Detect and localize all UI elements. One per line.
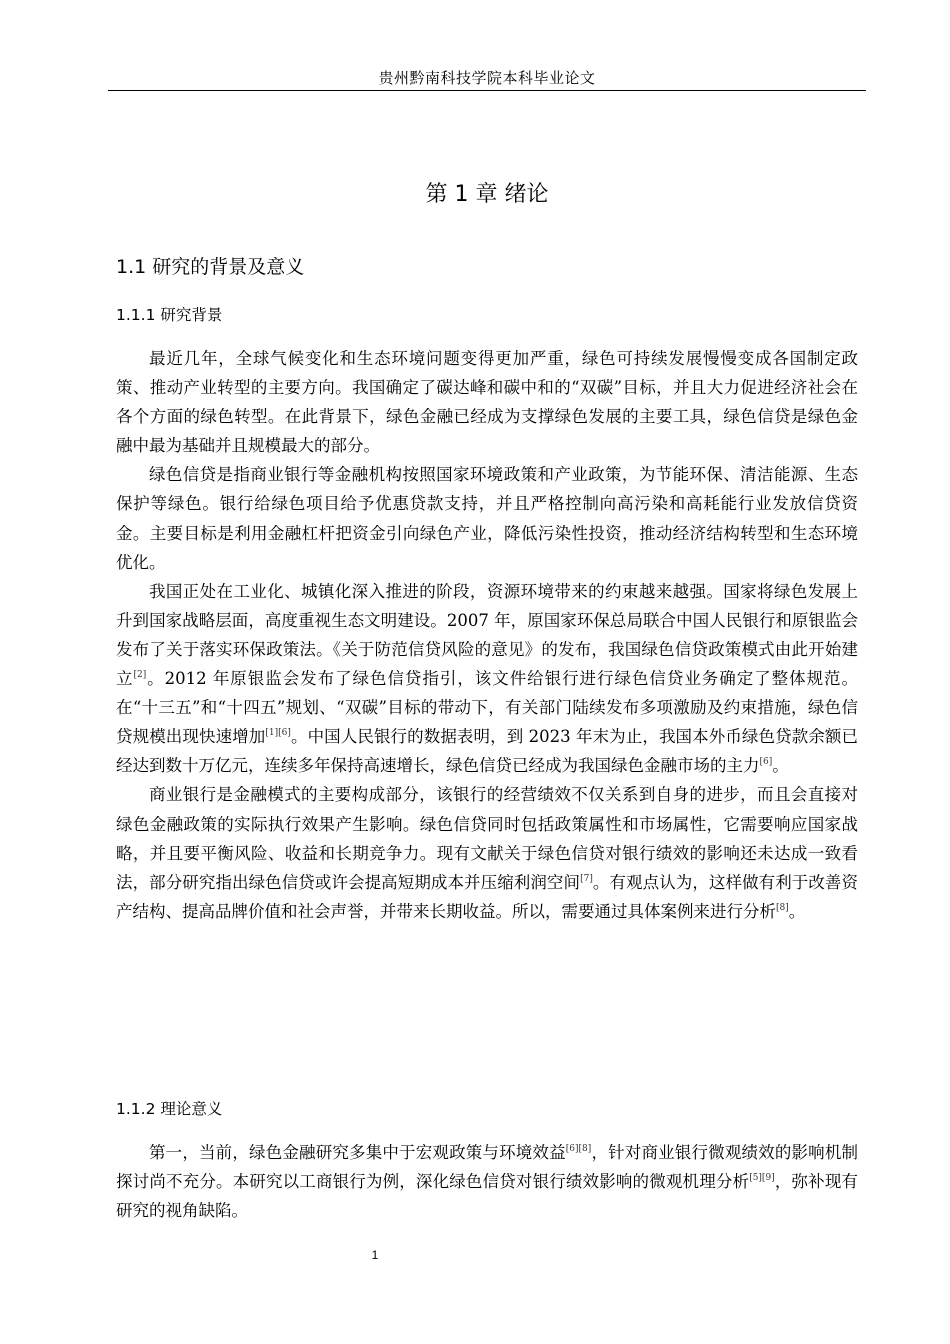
citation: [6] (759, 757, 773, 768)
citation: [2] (133, 670, 147, 681)
citation: [8] (776, 902, 789, 913)
paragraph-text: 第一，当前，绿色金融研究多集中于宏观政策与环境效益 (149, 1143, 566, 1162)
paragraph (116, 577, 858, 781)
paragraph-text: ，弥补现有研究的视角缺陷。 (116, 1172, 859, 1221)
paragraph (116, 780, 858, 925)
citation: [5][9] (749, 1173, 775, 1184)
section-heading-1-1: 1.1 研究的背景及意义 (116, 256, 305, 278)
paragraph-text: 我国正处在工业化、城镇化深入推进的阶段，资源环境带来的约束越来越强。国家将绿色发展上升到国家战略层面，高度重视生态文明建设。2007 年，原国家环保总局联合中国人民银行和原银监会发布了关于落实环保政策法。《关于防范信贷风险的意见》的发布，我国绿色信贷政策模式由此开始建立 (116, 581, 858, 689)
citation: [1][6] (265, 728, 291, 739)
body-text-theory (116, 1138, 858, 1225)
header-rule (108, 90, 866, 91)
citation: [7] (580, 873, 593, 884)
paragraph-text: 。中国人民银行的数据表明，到 2023 年末为止，我国本外币绿色贷款余额已经达到数十万亿元，连续多年保持高速增长，绿色信贷已经成为我国绿色金融市场的主力 (116, 727, 859, 776)
paragraph (116, 1138, 858, 1225)
paragraph-text: 。 (788, 901, 806, 921)
page-number: 1 (371, 1248, 379, 1262)
paragraph-text: 商业银行是金融模式的主要构成部分，该银行的经营绩效不仅关系到自身的进步，而且会直接对绿色金融政策的实际执行效果产生影响。绿色信贷同时包括政策属性和市场属性，它需要响应国家战略，并且要平衡风险、收益和长期竞争力。现有文献关于绿色信贷对银行绩效的影响还未达成一致看法，部分研究指出绿色信贷或许会提高短期成本并压缩利润空间 (116, 785, 858, 892)
paragraph: 绿色信贷是指商业银行等金融机构按照国家环境政策和产业政策，为节能环保、清洁能源、生态保护等绿色。银行给绿色项目给予优惠贷款支持，并且严格控制向高污染和高耗能行业发放信贷资金。主要目标是利用金融杠杆把资金引向绿色产业，降低污染性投资，推动经济结构转型和生态环境优化。 (116, 465, 858, 572)
chapter-title: 第 1 章 绪论 (425, 182, 549, 207)
citation: [6][8] (565, 1144, 592, 1154)
section-heading-1-1-1: 1.1.1 研究背景 (116, 306, 223, 324)
paragraph-text: 。2012 年原银监会发布了绿色信贷指引，该文件给银行进行绿色信贷业务确定了整体规范。在“十三五”和“十四五”规划、“双碳”目标的带动下，有关部门陆续发布多项激励及约束措施，绿色信贷规模出现快速增加 (116, 669, 858, 747)
paragraph: 最近几年，全球气候变化和生态环境问题变得更加严重，绿色可持续发展慢慢变成各国制定政策、推动产业转型的主要方向。我国确定了碳达峰和碳中和的“双碳”目标，并且大力促进经济社会在各个方面的绿色转型。在此背景下，绿色金融已经成为支撑绿色发展的主要工具，绿色信贷是绿色金融中最为基础并且规模最大的部分。 (116, 349, 858, 456)
paragraph-text: 。 (772, 756, 789, 776)
page-header: 贵州黔南科技学院本科毕业论文 (378, 69, 596, 87)
section-heading-1-1-2: 1.1.2 理论意义 (116, 1100, 223, 1118)
paragraph-text: ，针对商业银行微观绩效的影响机制探讨尚不充分。本研究以工商银行为例，深化绿色信贷对银行绩效影响的微观机理分析 (116, 1143, 859, 1192)
paragraph-text: 。有观点认为，这样做有利于改善资产结构、提高品牌价值和社会声誉，并带来长期收益。所以，需要通过具体案例来进行分析 (116, 872, 859, 921)
body-text-background (116, 344, 858, 926)
